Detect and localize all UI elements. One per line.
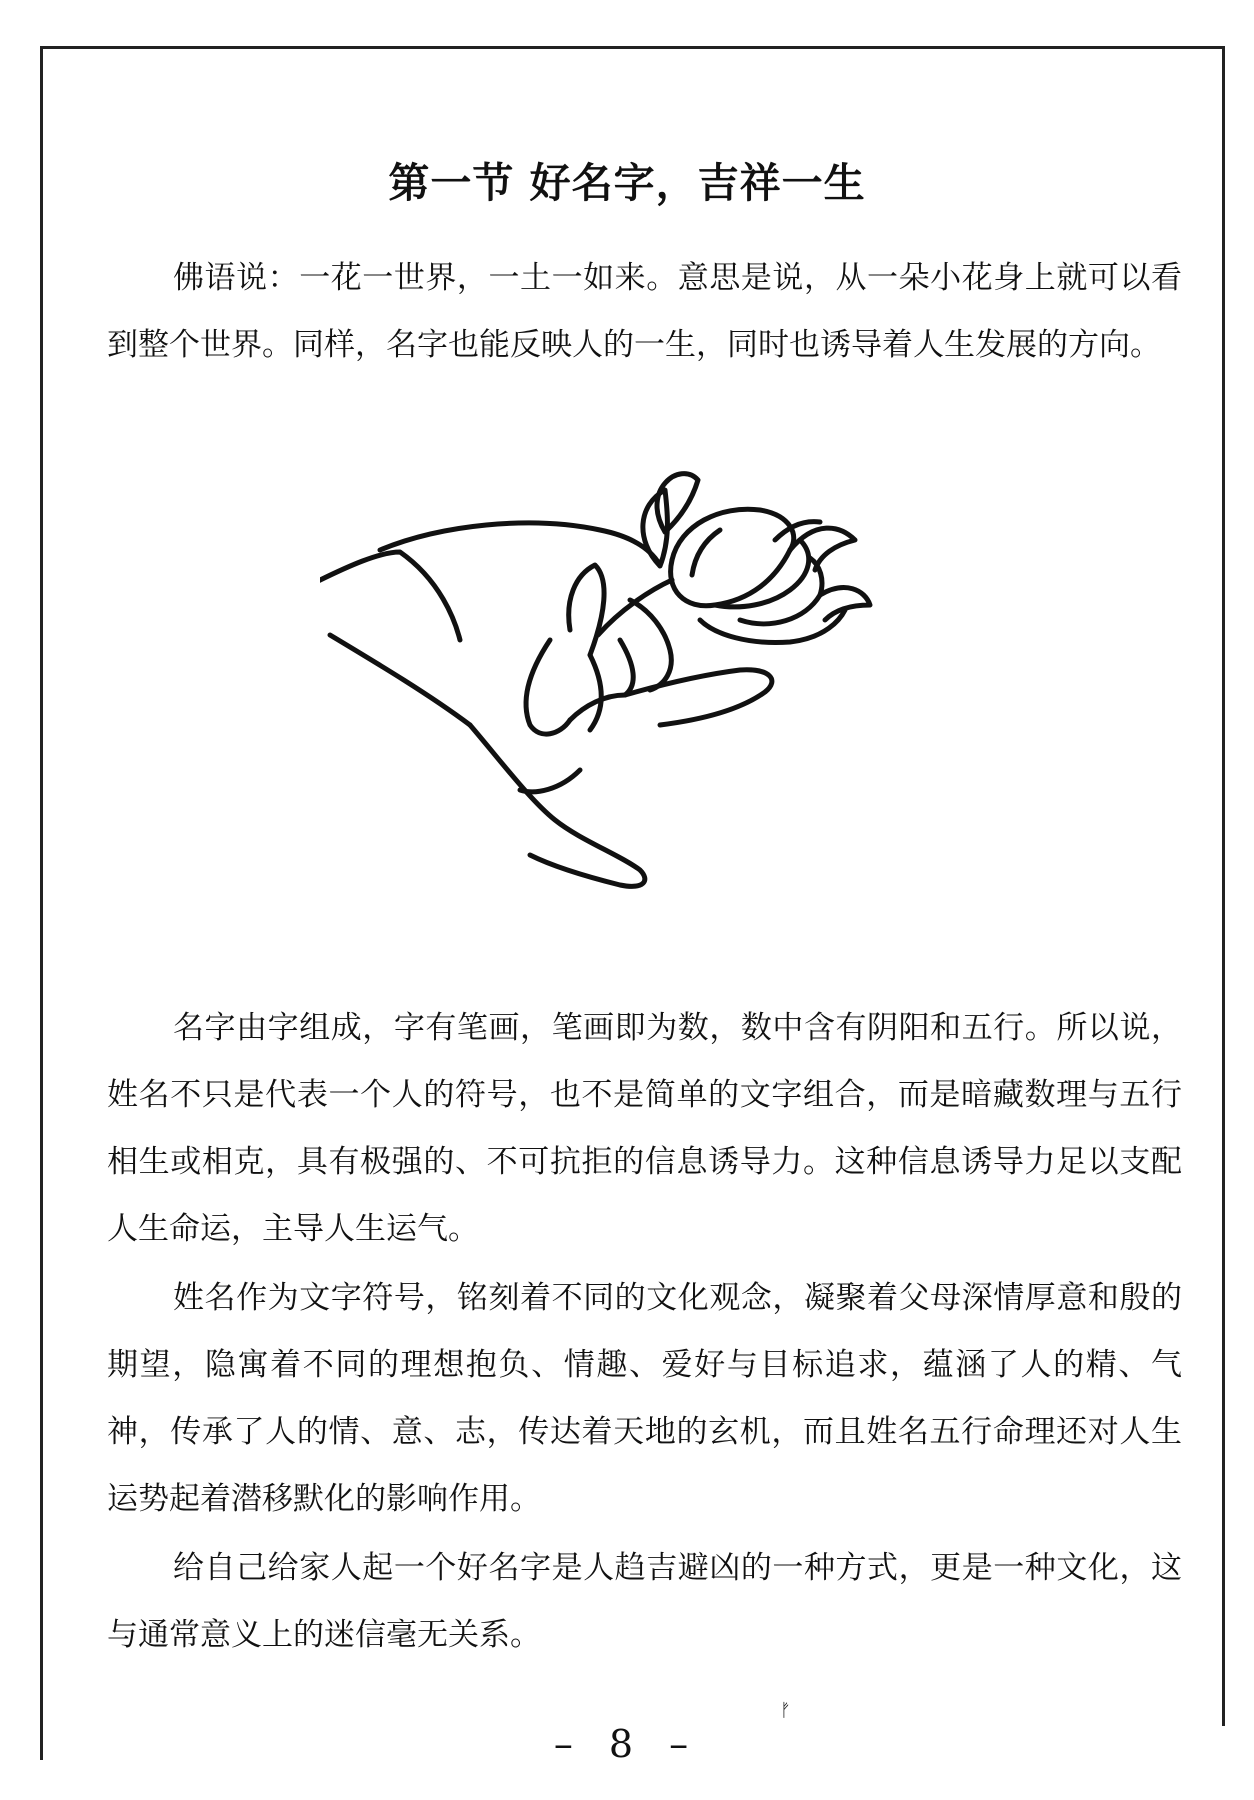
paragraph-name-culture: 姓名作为文字符号，铭刻着不同的文化观念，凝聚着父母深情厚意和殷的期望，隐寓着不同的理想抱负、情趣、爱好与目标追求，蕴涵了人的精、气神，传承了人的情、意、志，传达着天地的玄机，而且姓名五行命理还对人生运势起着潜移默化的影响作用。 — [107, 1280, 1182, 1517]
paragraph-name-strokes: 名字由字组成，字有笔画，笔画即为数，数中含有阴阳和五行。所以说，姓名不只是代表一个人的符号，也不是简单的文字组合，而是暗藏数理与五行相生或相克，具有极强的、不可抗拒的信息诱导力。这种信息诱导力足以支配人生命运，主导人生运气。 — [107, 1010, 1182, 1247]
page-number: – 8 – — [553, 1722, 701, 1766]
paragraph-buddha-saying: 佛语说：一花一世界，一土一如来。意思是说，从一朵小花身上就可以看到整个世界。同样，名字也能反映人的一生，同时也诱导着人生发展的方向。 — [107, 260, 1182, 363]
hand-holding-lotus-icon — [320, 470, 960, 940]
section-title: 第一节 好名字，吉祥一生 — [388, 159, 866, 207]
paragraph-good-name: 给自己给家人起一个好名字是人趋吉避凶的一种方式，更是一种文化，这与通常意义上的迷信毫无关系。 — [107, 1550, 1182, 1653]
scan-speck: ᚠ — [780, 1700, 791, 1721]
